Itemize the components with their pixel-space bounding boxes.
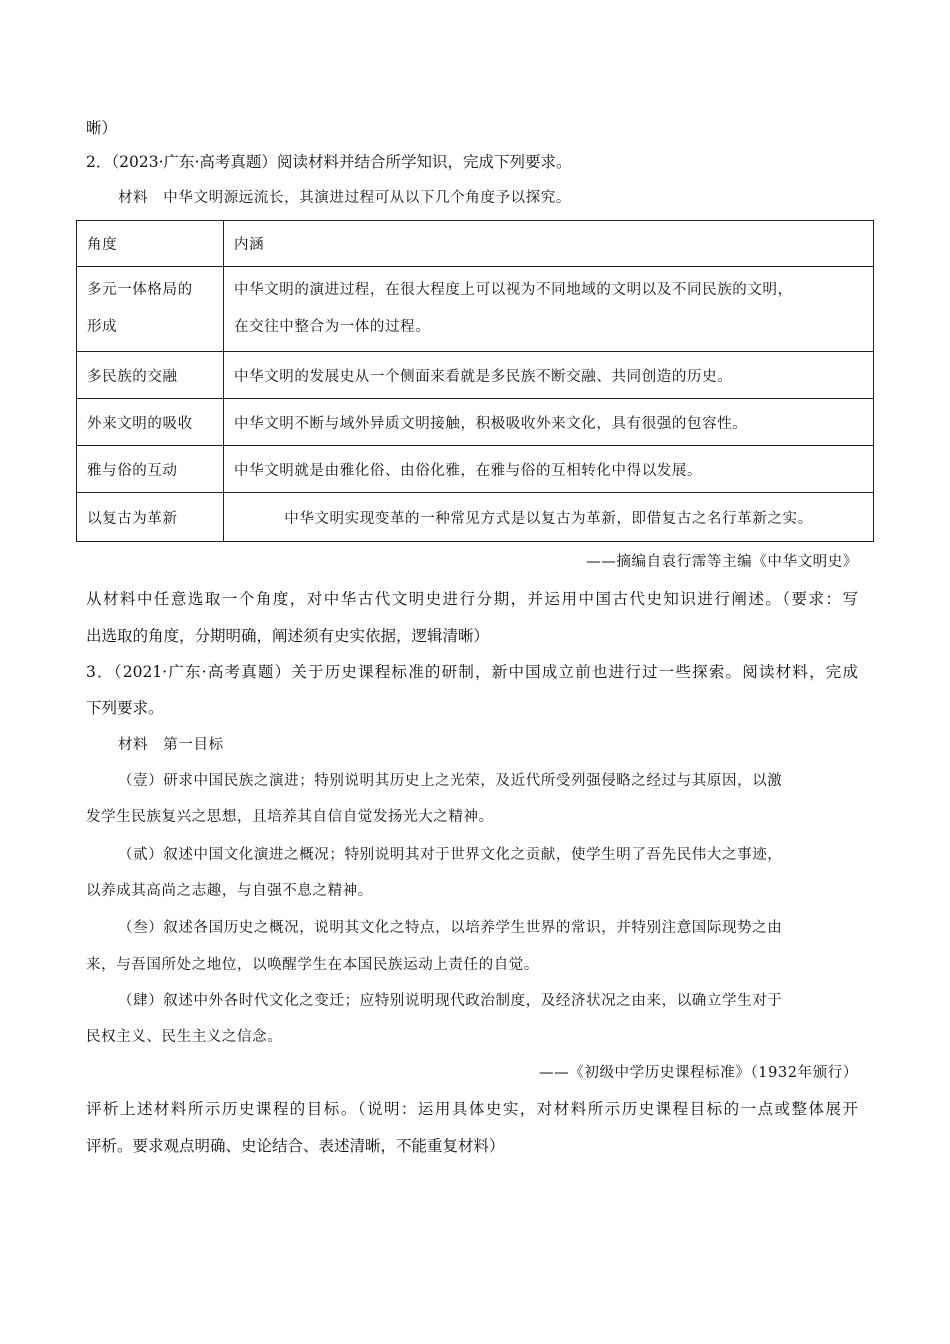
goal-item-line: （贰）叙述中国文化演进之概况；特别说明其对于世界文化之贡献，使学生明了吾先民伟大之事迹，: [118, 847, 783, 863]
question-2-task-line: 出选取的角度，分期明确，阐述须有史实依据，逻辑清晰）: [86, 627, 490, 645]
table-cell-content: 中华文明的发展史从一个侧面来看就是多民族不断交融、共同创造的历史。: [224, 352, 874, 399]
content-line: 在交往中整合为一体的过程。: [234, 319, 431, 335]
angle-line: 形成: [87, 319, 118, 335]
table-row: [77, 399, 874, 446]
table-cell-content: [224, 267, 874, 352]
question-2-material-intro: 材料 中华文明源远流长，其演进过程可从以下几个角度予以探究。: [118, 190, 571, 206]
question-2-source: （2023·广东·高考真题）: [111, 153, 277, 171]
goal-item-line: （叁）叙述各国历史之概况，说明其文化之特点，以培养学生世界的常识，并特别注意国际现势之由: [118, 920, 783, 936]
question-3-citation: ——《初级中学历史课程标准》（1932年颁行）: [539, 1065, 858, 1081]
table-header-content: 内涵: [224, 221, 874, 267]
question-3-heading: [86, 662, 858, 682]
goal-item-line: 民权主义、民生主义之信念。: [86, 1029, 283, 1045]
table-header-row: [77, 221, 874, 267]
table-row: [77, 267, 874, 352]
question-3-material-title: 材料 第一目标: [118, 737, 224, 753]
question-3-task-line: 评析上述材料所示历史课程的目标。（说明：运用具体史实，对材料所示历史课程目标的一点或整体展开: [86, 1100, 858, 1118]
question-3-prompt-continued: 下列要求。: [86, 699, 164, 717]
table-row: [77, 446, 874, 493]
question-3-source: （2021·广东·高考真题）: [113, 663, 292, 681]
question-2-number: 2．: [86, 153, 112, 171]
question-3-task-line: 评析。要求观点明确、史论结合、表述清晰，不能重复材料）: [86, 1137, 505, 1155]
question-2-task-line: 从材料中任意选取一个角度，对中华古代文明史进行分期，并运用中国古代史知识进行阐述。（要求：写: [86, 590, 858, 608]
civilization-angles-table: [76, 220, 874, 542]
table-cell-content: 中华文明不断与域外异质文明接触，积极吸收外来文化，具有很强的包容性。: [224, 399, 874, 446]
table-cell-angle: 以复古为革新: [77, 493, 224, 542]
table-row: [77, 352, 874, 399]
angle-line: 多元一体格局的: [87, 282, 193, 298]
table-cell-angle: 外来文明的吸收: [77, 399, 224, 446]
table-cell-content: 中华文明就是由雅化俗、由俗化雅，在雅与俗的互相转化中得以发展。: [224, 446, 874, 493]
goal-item-line: （肆）叙述中外各时代文化之变迁；应特别说明现代政治制度，及经济状况之由来，以确立学生对于: [118, 993, 783, 1009]
goal-item-line: （壹）研求中国民族之演进；特别说明其历史上之光荣，及近代所受列强侵略之经过与其原因，以激: [118, 773, 783, 789]
table-row: [77, 493, 874, 542]
table-cell-angle: 多民族的交融: [77, 352, 224, 399]
table-header-angle: 角度: [77, 221, 224, 267]
content-line: 中华文明的演进过程，在很大程度上可以视为不同地域的文明以及不同民族的文明，: [234, 282, 793, 298]
table-cell-angle: 雅与俗的互动: [77, 446, 224, 493]
question-3-number: 3．: [86, 663, 114, 681]
goal-item-line: 以养成其高尚之志趣，与自强不息之精神。: [86, 883, 373, 899]
question-2-prompt: 阅读材料并结合所学知识，完成下列要求。: [276, 153, 572, 171]
table-cell-angle: [77, 267, 224, 352]
previous-question-tail: 晰）: [86, 119, 118, 137]
question-3-prompt: 关于历史课程标准的研制，新中国成立前也进行过一些探索。阅读材料，完成: [291, 663, 858, 681]
goal-item-line: 发学生民族复兴之思想，且培养其自信自觉发扬光大之精神。: [86, 809, 494, 825]
question-2-heading: [86, 152, 858, 172]
table-cell-content: 中华文明实现变革的一种常见方式是以复古为革新，即借复古之名行革新之实。: [224, 493, 874, 542]
goal-item-line: 来，与吾国所处之地位，以唤醒学生在本国民族运动上责任的自觉。: [86, 957, 539, 973]
question-2-citation: ——摘编自袁行霈等主编《中华文明史》: [586, 554, 858, 570]
